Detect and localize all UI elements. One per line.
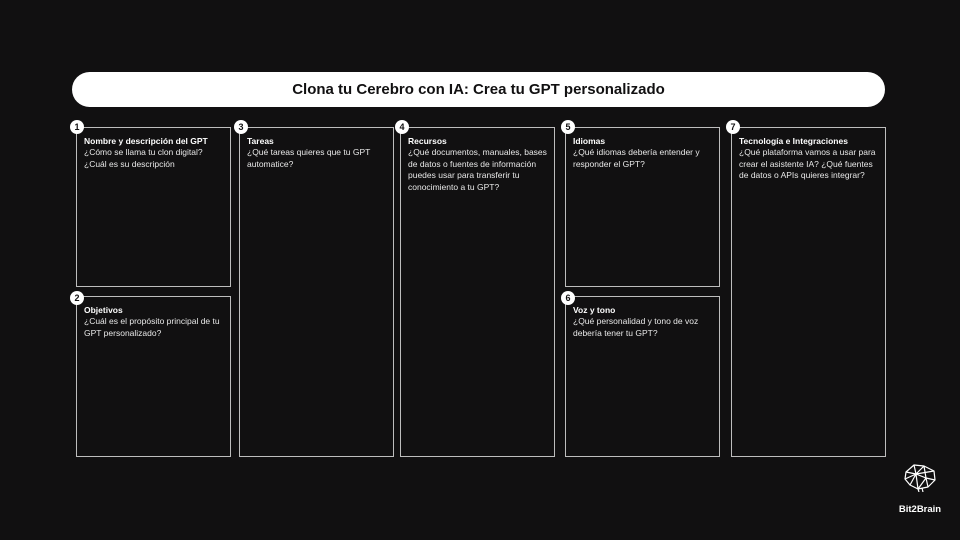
- step-badge-1: 1: [70, 120, 84, 134]
- card-heading: Recursos: [408, 136, 447, 146]
- step-badge-4: 4: [395, 120, 409, 134]
- card-voz-tono: [565, 296, 720, 457]
- card-question: ¿Cuál es el propósito principal de tu GPT personalizado?: [84, 316, 220, 338]
- card-tareas: [239, 127, 394, 457]
- card-tecnologia: [731, 127, 886, 457]
- brain-network-icon: [902, 462, 938, 492]
- card-question: ¿Qué personalidad y tono de voz debería tener tu GPT?: [573, 316, 699, 338]
- card-question: ¿Qué idiomas debería entender y responder el GPT?: [573, 147, 700, 169]
- logo-text: Bit2Brain: [898, 504, 942, 515]
- card-idiomas: [565, 127, 720, 287]
- card-question: ¿Qué tareas quieres que tu GPT automatice?: [247, 147, 371, 169]
- card-question: ¿Cómo se llama tu clon digital? ¿Cuál es su descripción: [84, 147, 203, 169]
- card-objetivos: [76, 296, 231, 457]
- card-heading: Objetivos: [84, 305, 123, 315]
- step-badge-2: 2: [70, 291, 84, 305]
- step-badge-5: 5: [561, 120, 575, 134]
- card-question: ¿Qué plataforma vamos a usar para crear el asistente IA? ¿Qué fuentes de datos o APIs quieres integrar?: [739, 147, 876, 180]
- step-badge-7: 7: [726, 120, 740, 134]
- brand-logo: [893, 462, 947, 518]
- step-badge-6: 6: [561, 291, 575, 305]
- card-question: ¿Qué documentos, manuales, bases de datos o fuentes de información puedes usar para transferir tu conocimiento a tu GPT?: [408, 147, 547, 192]
- title-banner: [72, 72, 885, 107]
- card-heading: Idiomas: [573, 136, 606, 146]
- card-nombre-descripcion: [76, 127, 231, 287]
- card-heading: Nombre y descripción del GPT: [84, 136, 208, 146]
- step-badge-3: 3: [234, 120, 248, 134]
- card-heading: Tecnología e Integraciones: [739, 136, 848, 146]
- page-title: Clona tu Cerebro con IA: Crea tu GPT personalizado: [292, 81, 665, 98]
- card-heading: Tareas: [247, 136, 274, 146]
- card-recursos: [400, 127, 555, 457]
- card-heading: Voz y tono: [573, 305, 616, 315]
